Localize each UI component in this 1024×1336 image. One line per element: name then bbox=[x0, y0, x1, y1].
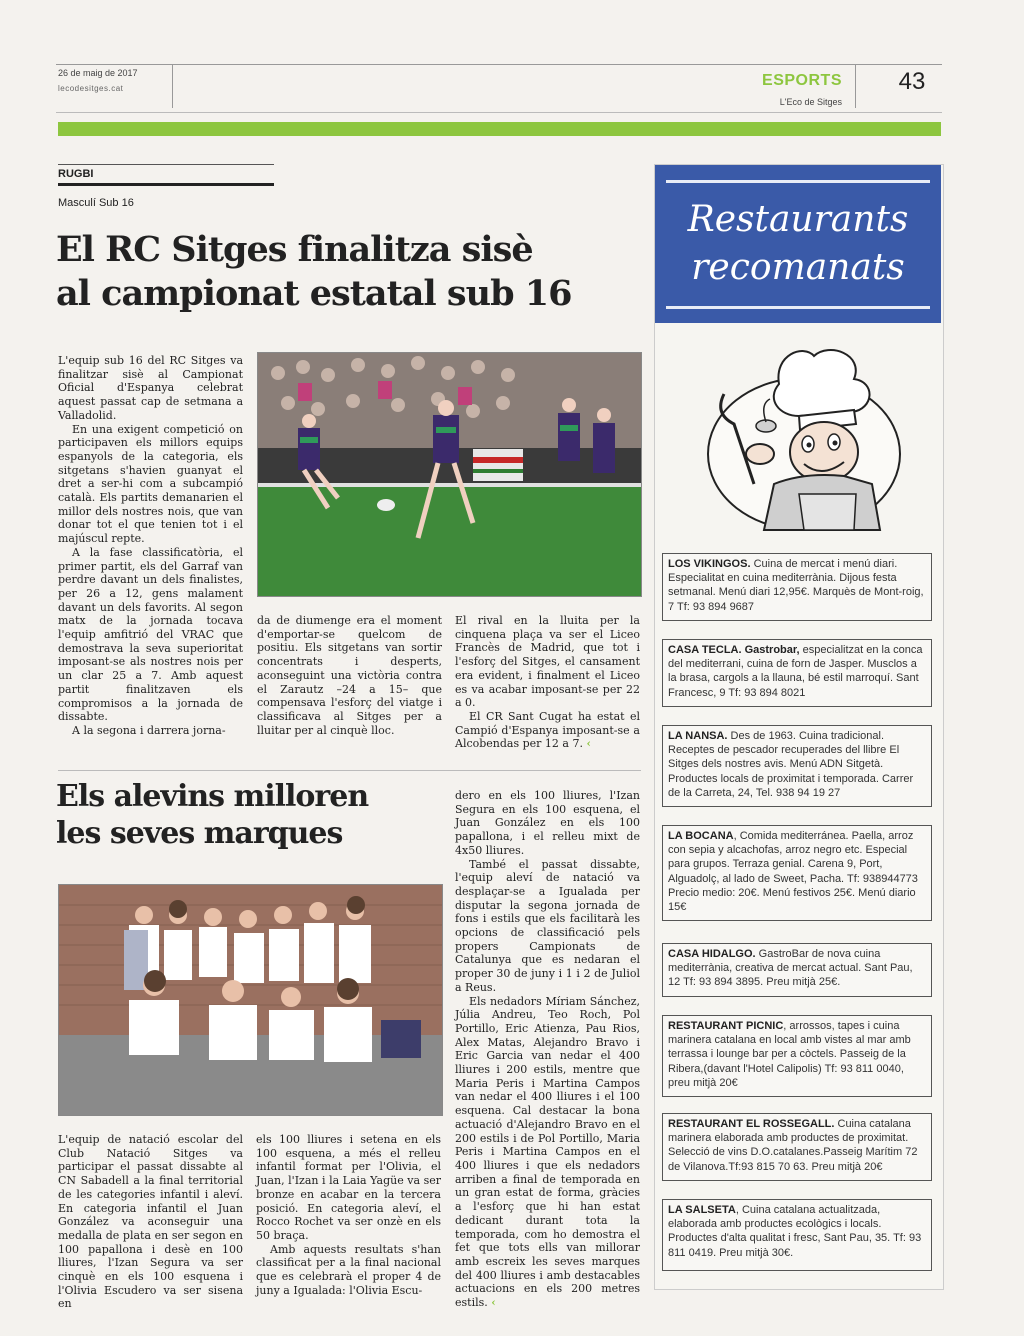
section-bar bbox=[58, 183, 274, 186]
restaurant-name: CASA HIDALGO. bbox=[668, 948, 756, 960]
restaurant-description: Cuina catalana marinera elaborada amb productes de proximitat. Selecció de vins D.O.catalanes.Passeig Marítim 72 de Vilanova.Tf:93 815 70 63. Preu mitjà 20€ bbox=[668, 1118, 918, 1173]
restaurant-description: Des de 1963. Cuina tradicional. Receptes de pescador recuperades del llibre El Sitges dels nostres avis. Menú ADN Sitgetà. Productes locals de proximitat i temporada. Carrer de la Carreta, 24, Tel. 938 94 19 27 bbox=[668, 730, 914, 799]
header-divider bbox=[855, 64, 856, 108]
paragraph: En una exigent competició on participaven els millors equips espanyols de la categoria, els sitgetans s'havien guanyat el dret a ser-hi com a subcampió català. Els partits demanarien el millor dels nostres nois, que van donar tot el que tenien tot i el majúscul repte. bbox=[58, 422, 243, 546]
section-label: RUGBI bbox=[58, 168, 94, 180]
restaurant-entry bbox=[662, 553, 932, 621]
restaurant-name: CASA TECLA. Gastrobar, bbox=[668, 644, 800, 656]
headline-line: El RC Sitges finalitza sisè bbox=[56, 229, 533, 270]
restaurant-entry bbox=[662, 825, 932, 921]
headline-line: les seves marques bbox=[56, 816, 343, 851]
paragraph: A la segona i darrera jorna- bbox=[72, 723, 226, 737]
paragraph: També el passat dissabte, l'equip aleví de natació va desplaçar-se a Igualada per disputar la segona jornada de fons i estils que els facilitarà les opcions de classificació pels propers Campionats de Catalunya que es nedaran el proper 30 de juny i 1 i 2 de Juliol a Reus. bbox=[455, 857, 640, 994]
header-top-rule bbox=[56, 64, 942, 65]
swimmers-photo-illustration bbox=[59, 885, 442, 1115]
end-mark-icon: ‹ bbox=[491, 1296, 496, 1310]
restaurant-entry bbox=[662, 943, 932, 997]
section-color-bar bbox=[58, 122, 941, 136]
article2-column-3 bbox=[455, 789, 640, 1310]
paragraph: Amb aquests resultats s'han classificat per a la final nacional que es celebrarà el proper 4 de juny a Igualada: l'Olivia Escu- bbox=[256, 1242, 441, 1297]
paragraph: dero en els 100 lliures, l'Izan Segura en els 100 esquena, el Juan González en els 100 papallona, i el relleu mixt de 4x50 lliures. bbox=[455, 789, 640, 857]
paragraph: L'equip sub 16 del RC Sitges va finalitzar sisè al Campionat Oficial d'Espanya celebrat aquest passat cap de setmana a Valladolid. bbox=[58, 354, 243, 422]
restaurant-entry bbox=[662, 639, 932, 707]
banner-rule bbox=[666, 306, 930, 309]
header-site[interactable]: lecodesitges.cat bbox=[58, 84, 124, 93]
restaurant-entry bbox=[662, 1015, 932, 1097]
article1-headline bbox=[56, 228, 646, 316]
header-bottom-rule bbox=[56, 112, 942, 113]
article1-column-2 bbox=[257, 614, 442, 737]
restaurant-name: LA SALSETA bbox=[668, 1204, 736, 1216]
headline-line: Els alevins milloren bbox=[56, 779, 369, 814]
restaurant-description: Cuina de mercat i menú diari. Especialitat en cuina mediterrània. Dijous festa setmanal. Menú diari 12,95€. Marquès de Mont-roig, 7 Tf: 93 894 9687 bbox=[668, 558, 924, 613]
article1-column-1 bbox=[58, 354, 243, 738]
paragraph: da de diumenge era el moment d'emportar-se quelcom de positiu. Els sitgetans van sortir concentrats i desperts, aconseguint una victòria contra el Zarautz –24 a 15– que compensava l'esforç del viatge i classificava al Sitges per a lluitar per al cinquè lloc. bbox=[257, 614, 442, 737]
paragraph: L'equip de natació escolar del Club Natació Sitges va participar el passat dissabte al CN Sabadell a la final territorial de les categories infantil i aleví. En categoria infantil el Juan González va aconseguir una medalla de plata en ser segon en 100 papallona i desè en 100 lliures, l'Izan Segura va ser cinquè en els 100 esquena i l'Olivia Escudero va ser sisena en bbox=[58, 1133, 243, 1311]
restaurant-entry bbox=[662, 1199, 932, 1271]
restaurant-entry bbox=[662, 1113, 932, 1181]
restaurant-description: , arrossos, tapes i cuina marinera catalana en local amb vistes al mar amb terrassa i lounge bar per a còctels. Passeig de la Ribera,(davant l'Hotel Calipolis) Tf: 93 811 0040, preu mitjà 20€ bbox=[668, 1020, 911, 1089]
header-section: ESPORTS bbox=[762, 72, 842, 89]
restaurant-description: , Comida mediterránea. Paella, arroz con sepia y alcachofas, arroz negro etc. Especial para grupos. Terraza genial. Carena 9, Port, Alguadolç, al lado de Sweet, Pacha. Tf: 938944773 Precio medio: 20€. Menú festivos 25€. Menú diario 15€ bbox=[668, 830, 918, 914]
paragraph: A la fase classificatòria, el primer partit, els del Garraf van perdre davant un dels finalistes, per 26 a 12, gens malament davant un dels favorits. Al segon matx de la jornada tocava l'equip amfitrió del VRAC que demostrava la seva superioritat imposant-se als nostres nois per un clar 25 a 7. Amb aquest partit finalitzaven els compromisos a la jornada de dissabte. bbox=[58, 545, 243, 724]
paragraph-text: Els nedadors Míriam Sánchez, Júlia Andreu, Teo Roch, Pol Portillo, Eric Atienza, Pau Rios, Alex Matas, Alejandro Bravo i Eric Garcia van nedar el 400 lliures i 200 estils, mentre que Maria Peris i Martina Campos van nedar el 400 lliures i el 100 esquena. Cal destacar la bona actuació d'Alejandro Bravo en el 200 estils i de Pol Portillo, Maria Peris i Martina Campos en el 400 lliures i que els nedadors arriben a final de temporada en un gran estat de forma, gràcies a l'esforç que hi han estat dedicant durant tota la temporada, com ho demostra el fet que tots ells van millorar amb escreix les seves marques del 400 lliures i amb destacables actuacions en els 200 metres estils. bbox=[455, 994, 640, 1310]
restaurant-name: RESTAURANT PICNIC bbox=[668, 1020, 784, 1032]
restaurant-entry bbox=[662, 725, 932, 807]
paragraph: els 100 lliures i setena en els 100 esquena, a més el relleu infantil format per l'Olivia, el Juan, l'Izan i la Laia Yagüe va ser bronze en acabar en la tercera posició. En categoria aleví, el Rocco Rochet va ser onzè en els 50 braça. bbox=[256, 1133, 441, 1242]
header-divider bbox=[172, 64, 173, 108]
restaurant-description: , Cuina catalana actualitzada, elaborada amb productes ecològics i locals. Productes d'alta qualitat i fresc, Sant Pau, 35. Tf: 93 811 0419. Preu mitjà 30€. bbox=[668, 1204, 922, 1259]
restaurants-title bbox=[655, 196, 941, 292]
header-publication: L'Eco de Sitges bbox=[779, 97, 842, 107]
title-line: Restaurants bbox=[687, 199, 909, 240]
subsection-label: Masculí Sub 16 bbox=[58, 197, 134, 209]
paragraph: El rival en la lluita per la cinquena plaça va ser el Liceo Francès de Madrid, que tot i l'esforç del Sitges, el cansament era evident, i finalment el Liceo es va acabar imposant-se per 22 a 0. bbox=[455, 614, 640, 710]
banner-rule bbox=[666, 180, 930, 183]
header-date: 26 de maig de 2017 bbox=[58, 68, 138, 78]
article2-column-2 bbox=[256, 1133, 441, 1297]
article-separator bbox=[58, 770, 641, 771]
chef-icon bbox=[704, 344, 904, 534]
page-number: 43 bbox=[898, 68, 926, 95]
restaurant-description: GastroBar de nova cuina mediterrània, creativa de mercat actual. Sant Pau, 12 Tf: 93 894 3895. Preu mitjà 25€. bbox=[668, 948, 913, 989]
title-line: recomanats bbox=[691, 247, 905, 288]
rugby-photo-illustration bbox=[258, 353, 641, 596]
headline-line: al campionat estatal sub 16 bbox=[56, 273, 572, 314]
restaurant-name: LOS VIKINGOS. bbox=[668, 558, 751, 570]
paragraph bbox=[455, 710, 640, 751]
restaurant-name: LA BOCANA bbox=[668, 830, 734, 842]
restaurant-name: LA NANSA. bbox=[668, 730, 728, 742]
article1-column-3 bbox=[455, 614, 640, 751]
end-mark-icon: ‹ bbox=[586, 737, 591, 751]
article2-headline bbox=[56, 778, 436, 852]
paragraph-text: El CR Sant Cugat ha estat el Campió d'Espanya imposant-se a Alcobendas per 12 a 7. bbox=[455, 709, 640, 751]
chef-illustration bbox=[704, 344, 904, 534]
rugby-match-photo bbox=[257, 352, 642, 597]
paragraph bbox=[455, 995, 640, 1310]
restaurant-name: RESTAURANT EL ROSSEGALL. bbox=[668, 1118, 835, 1130]
swimmers-team-photo bbox=[58, 884, 443, 1116]
article2-column-1 bbox=[58, 1133, 243, 1311]
section-rule bbox=[58, 164, 274, 165]
restaurant-description: especialitzat en la conca del mediterrani, cuina de forn de Jasper. Musclos a la brasa, cargols a la llauna, bé estil marroquí. Sant Francesc, 9 Tf: 93 894 8021 bbox=[668, 644, 923, 699]
